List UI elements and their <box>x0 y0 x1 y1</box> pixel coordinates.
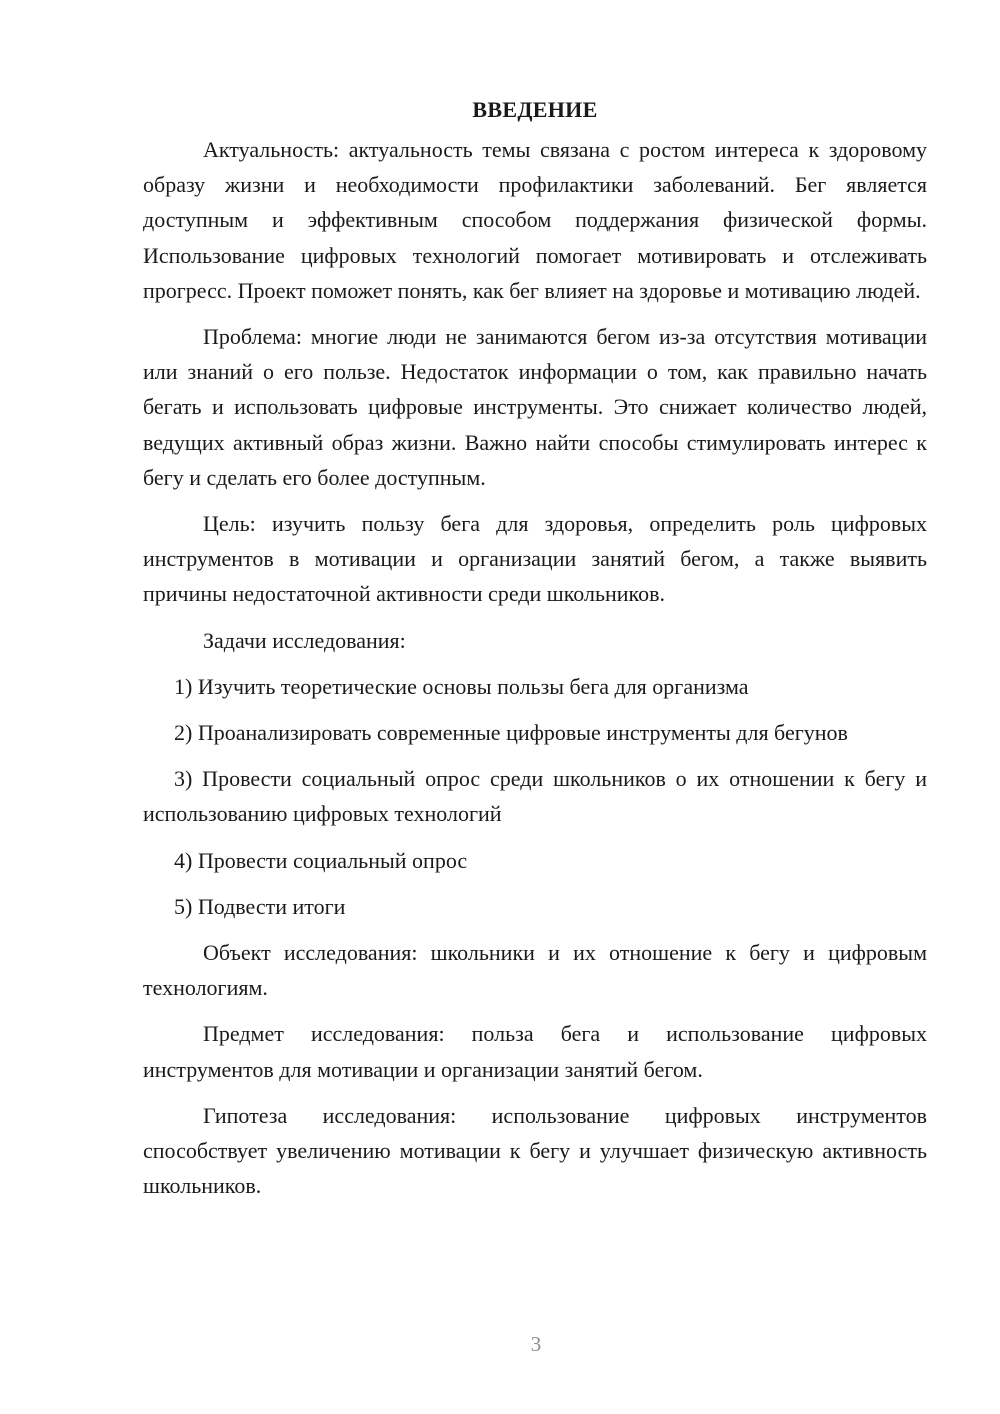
paragraph-relevance: Актуальность: актуальность темы связана с ростом интереса к здоровому образу жизни и необходимости профилактики заболеваний. Бег является доступным и эффективным способом поддержания физической формы. Использование цифровых технологий помогает мотивировать и отслеживать прогресс. Проект поможет понять, как бег влияет на здоровье и мотивацию людей. <box>143 137 927 303</box>
paragraph-hypothesis: Гипотеза исследования: использование цифровых инструментов способствует увеличению мотивации к бегу и улучшает физическую активность школьников. <box>143 1102 927 1199</box>
paragraph-goal: Цель: изучить пользу бега для здоровья, определить роль цифровых инструментов в мотивации и организации занятий бегом, а также выявить причины недостаточной активности среди школьников. <box>143 511 927 607</box>
task-item-1: 1) Изучить теоретические основы пользы бега для организма <box>174 673 749 699</box>
section-title: ВВЕДЕНИЕ <box>472 97 598 122</box>
paragraph-subject: Предмет исследования: польза бега и использование цифровых инструментов для мотивации и организации занятий бегом. <box>143 1021 927 1082</box>
task-item-2: 2) Проанализировать современные цифровые инструменты для бегунов <box>174 720 848 746</box>
page-number: 3 <box>530 1332 542 1356</box>
task-item-4: 4) Провести социальный опрос <box>174 847 468 873</box>
document-page <box>143 92 927 1214</box>
task-item-5: 5) Подвести итоги <box>174 893 346 919</box>
paragraph-problem: Проблема: многие люди не занимаются бегом из-за отсутствия мотивации или знаний о его пользе. Недостаток информации о том, как правильно начать бегать и использовать цифровые инструменты. Это снижает количество людей, ведущих активный образ жизни. Важно найти способы стимулировать интерес к бегу и сделать его более доступным. <box>143 324 927 490</box>
task-item-3: 3) Провести социальный опрос среди школьников о их отношении к бегу и использованию цифровых технологий <box>143 766 927 827</box>
paragraph-tasks-heading: Задачи исследования: <box>203 627 406 653</box>
paragraph-object: Объект исследования: школьники и их отношение к бегу и цифровым технологиям. <box>143 940 927 1001</box>
